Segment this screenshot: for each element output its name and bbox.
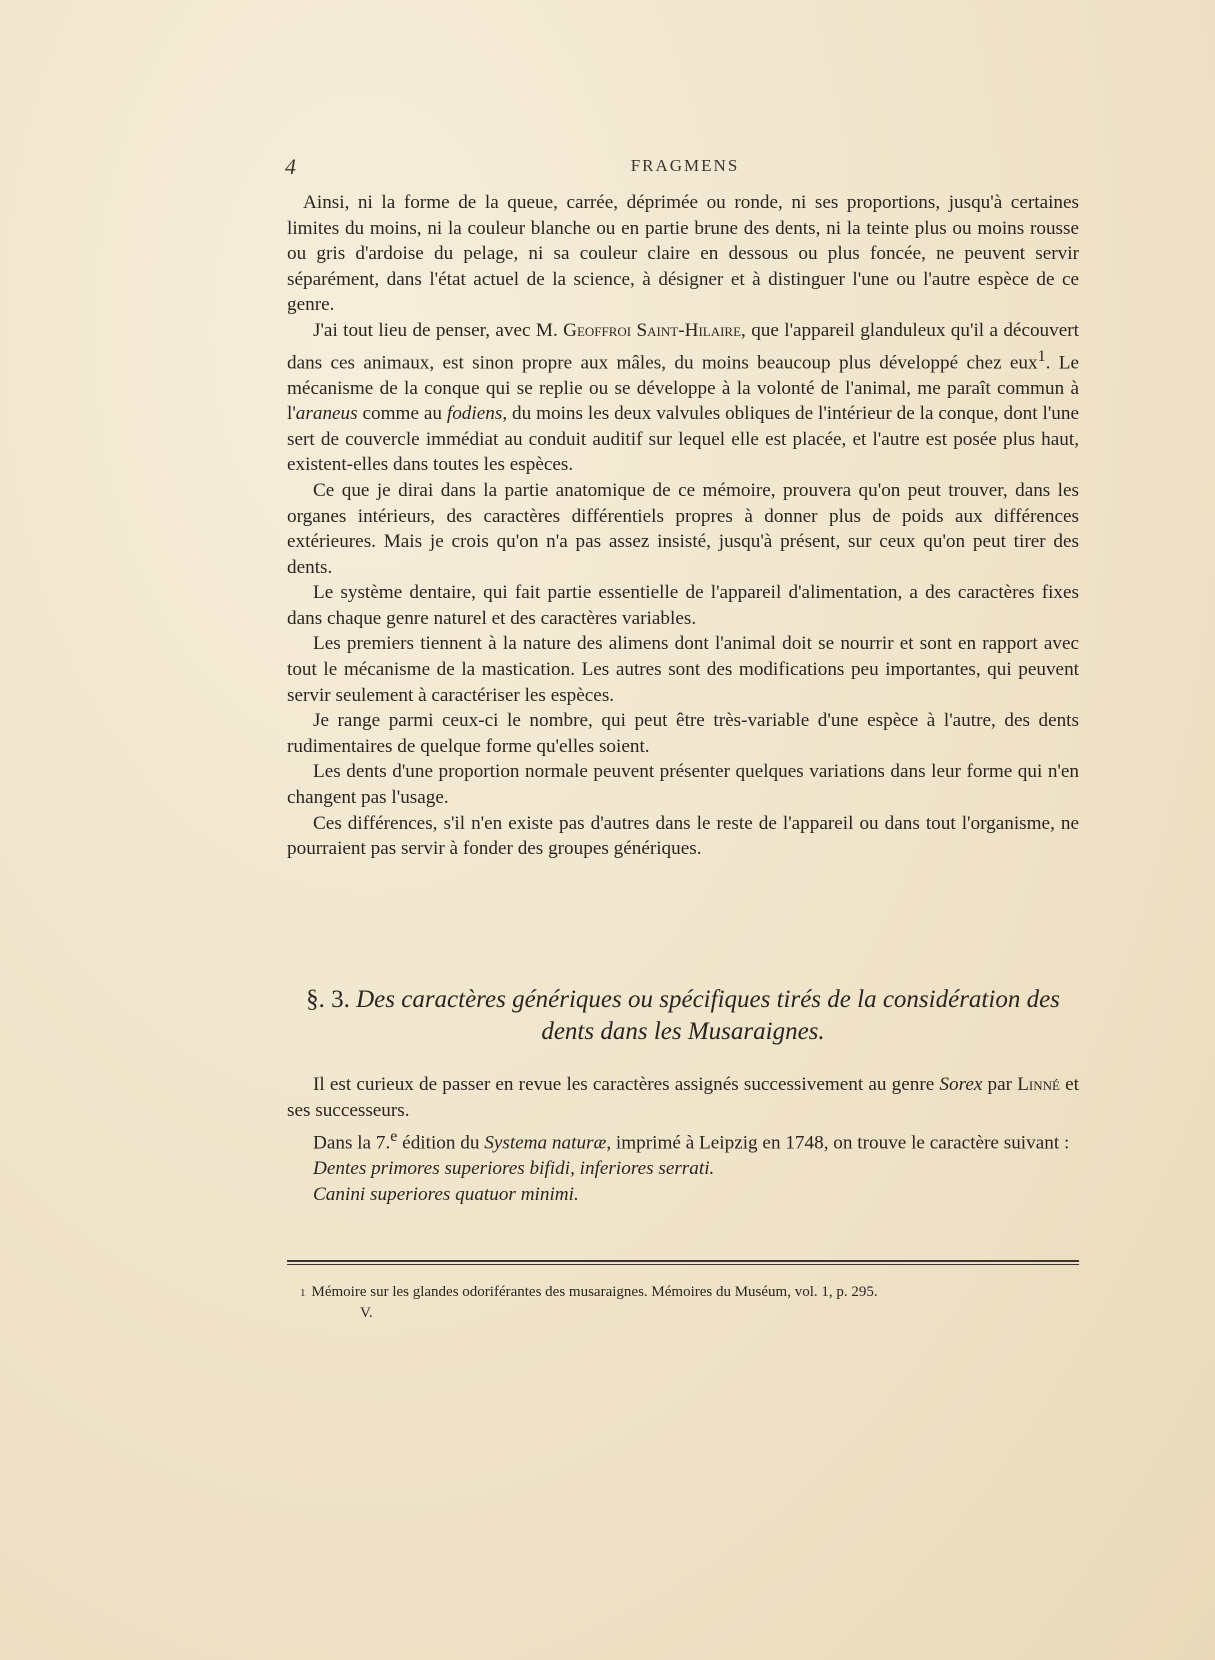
species-name: fodiens	[446, 403, 503, 425]
paragraph: Ainsi, ni la forme de la queue, carrée, déprimée ou ronde, ni ses proportions, jusqu'à certaines limites du moins, ni la couleur blanche ou en partie brune des dents, ni la teinte plus ou moins rousse ou gris d'ardoise du pelage, ni sa couleur claire en dessous ou plus foncée, ne peuvent servir séparément, dans l'état actuel de la science, à désigner et à distinguer l'une ou l'autre espèce de ce genre.	[287, 192, 1079, 316]
footnote-text: Mémoire sur les glandes odoriférantes des musaraignes. Mémoires du Muséum, vol. 1, p. 295.	[311, 1284, 878, 1300]
footnote-rule	[287, 1260, 1079, 1262]
section-title: Des caractères génériques ou spécifiques tirés de la considération des dents dans les Musaraignes.	[356, 986, 1060, 1045]
paragraph: Les premiers tiennent à la nature des alimens dont l'animal doit se nourrir et sont en rapport avec tout le mécanisme de la mastication. Les autres sont des modifications peu importantes, qui peuvent servir seulement à caractériser les espèces.	[287, 633, 1079, 706]
paragraph: Ce que je dirai dans la partie anatomique de ce mémoire, prouvera qu'on peut trouver, dans les organes intérieurs, des caractères différentiels propres à donner plus de poids aux différences extérieures. Mais je crois qu'on n'a pas assez insisté, jusqu'à présent, sur ceux qu'on peut tirer des dents.	[287, 479, 1079, 578]
paragraph: Ces différences, s'il n'en existe pas d'autres dans le reste de l'appareil ou dans tout l'organisme, ne pourraient pas servir à fonder des groupes génériques.	[287, 812, 1079, 860]
paragraph: Les dents d'une proportion normale peuvent présenter quelques variations dans leur forme qui n'en changent pas l'usage.	[287, 761, 1079, 809]
main-text	[287, 190, 1079, 862]
quotation: Canini superiores quatuor minimi.	[313, 1184, 579, 1206]
section-text	[287, 1072, 1079, 1208]
footnote-ref: 1	[1037, 347, 1046, 365]
footnote-number: 1	[300, 1287, 306, 1299]
footnote	[300, 1282, 1080, 1323]
quotation: Dentes primores superiores bifidi, inferiores serrati.	[313, 1158, 715, 1180]
page-number: 4	[285, 154, 296, 179]
running-head: FRAGMENS	[630, 156, 740, 175]
section-number: §. 3.	[306, 986, 350, 1013]
author-name: Geoffroi Saint-Hilaire	[563, 319, 742, 341]
book-title: Systema naturæ	[484, 1132, 607, 1154]
genus-name: Sorex	[939, 1074, 983, 1095]
species-name: araneus	[295, 403, 358, 425]
section-heading	[287, 984, 1079, 1048]
paragraph: Le système dentaire, qui fait partie essentielle de l'appareil d'alimentation, a des caractères fixes dans chaque genre naturel et des caractères variables.	[287, 582, 1079, 629]
page-header	[285, 154, 1085, 178]
paragraph: Dans la 7.$^e$ édition du Systema naturæ, imprimé à Leipzig en 1748, on trouve le caractère suivant :	[313, 1128, 1070, 1154]
paragraph: J'ai tout lieu de penser, avec M. Geoffroi Saint-Hilaire, que l'appareil glanduleux qu'il a découvert dans ces animaux, est sinon propre aux mâles, du moins beaucoup plus développé chez eux$^1$. Le mécanisme de la conque qui se replie ou se développe à la volonté de l'animal, me paraît commun à l'araneus comme au fodiens, du moins les deux valvules obliques de l'intérieur de la conque, dont l'une sert de couvercle immédiat au conduit auditif sur lequel elle est placée, et l'autre est posée plus haut, existent-elles dans toutes les espèces.	[287, 319, 1079, 476]
footnote-continuation: V.	[360, 1305, 373, 1321]
paragraph: Il est curieux de passer en revue les caractères assignés successivement au genre Sorex par Linné et ses successeurs.	[287, 1074, 1079, 1121]
author-name: Linné	[1017, 1074, 1060, 1095]
footnote-rule-thin	[287, 1264, 1079, 1265]
paragraph: Je range parmi ceux-ci le nombre, qui peut être très-variable d'une espèce à l'autre, des dents rudimentaires de quelque forme qu'elles soient.	[287, 710, 1079, 757]
